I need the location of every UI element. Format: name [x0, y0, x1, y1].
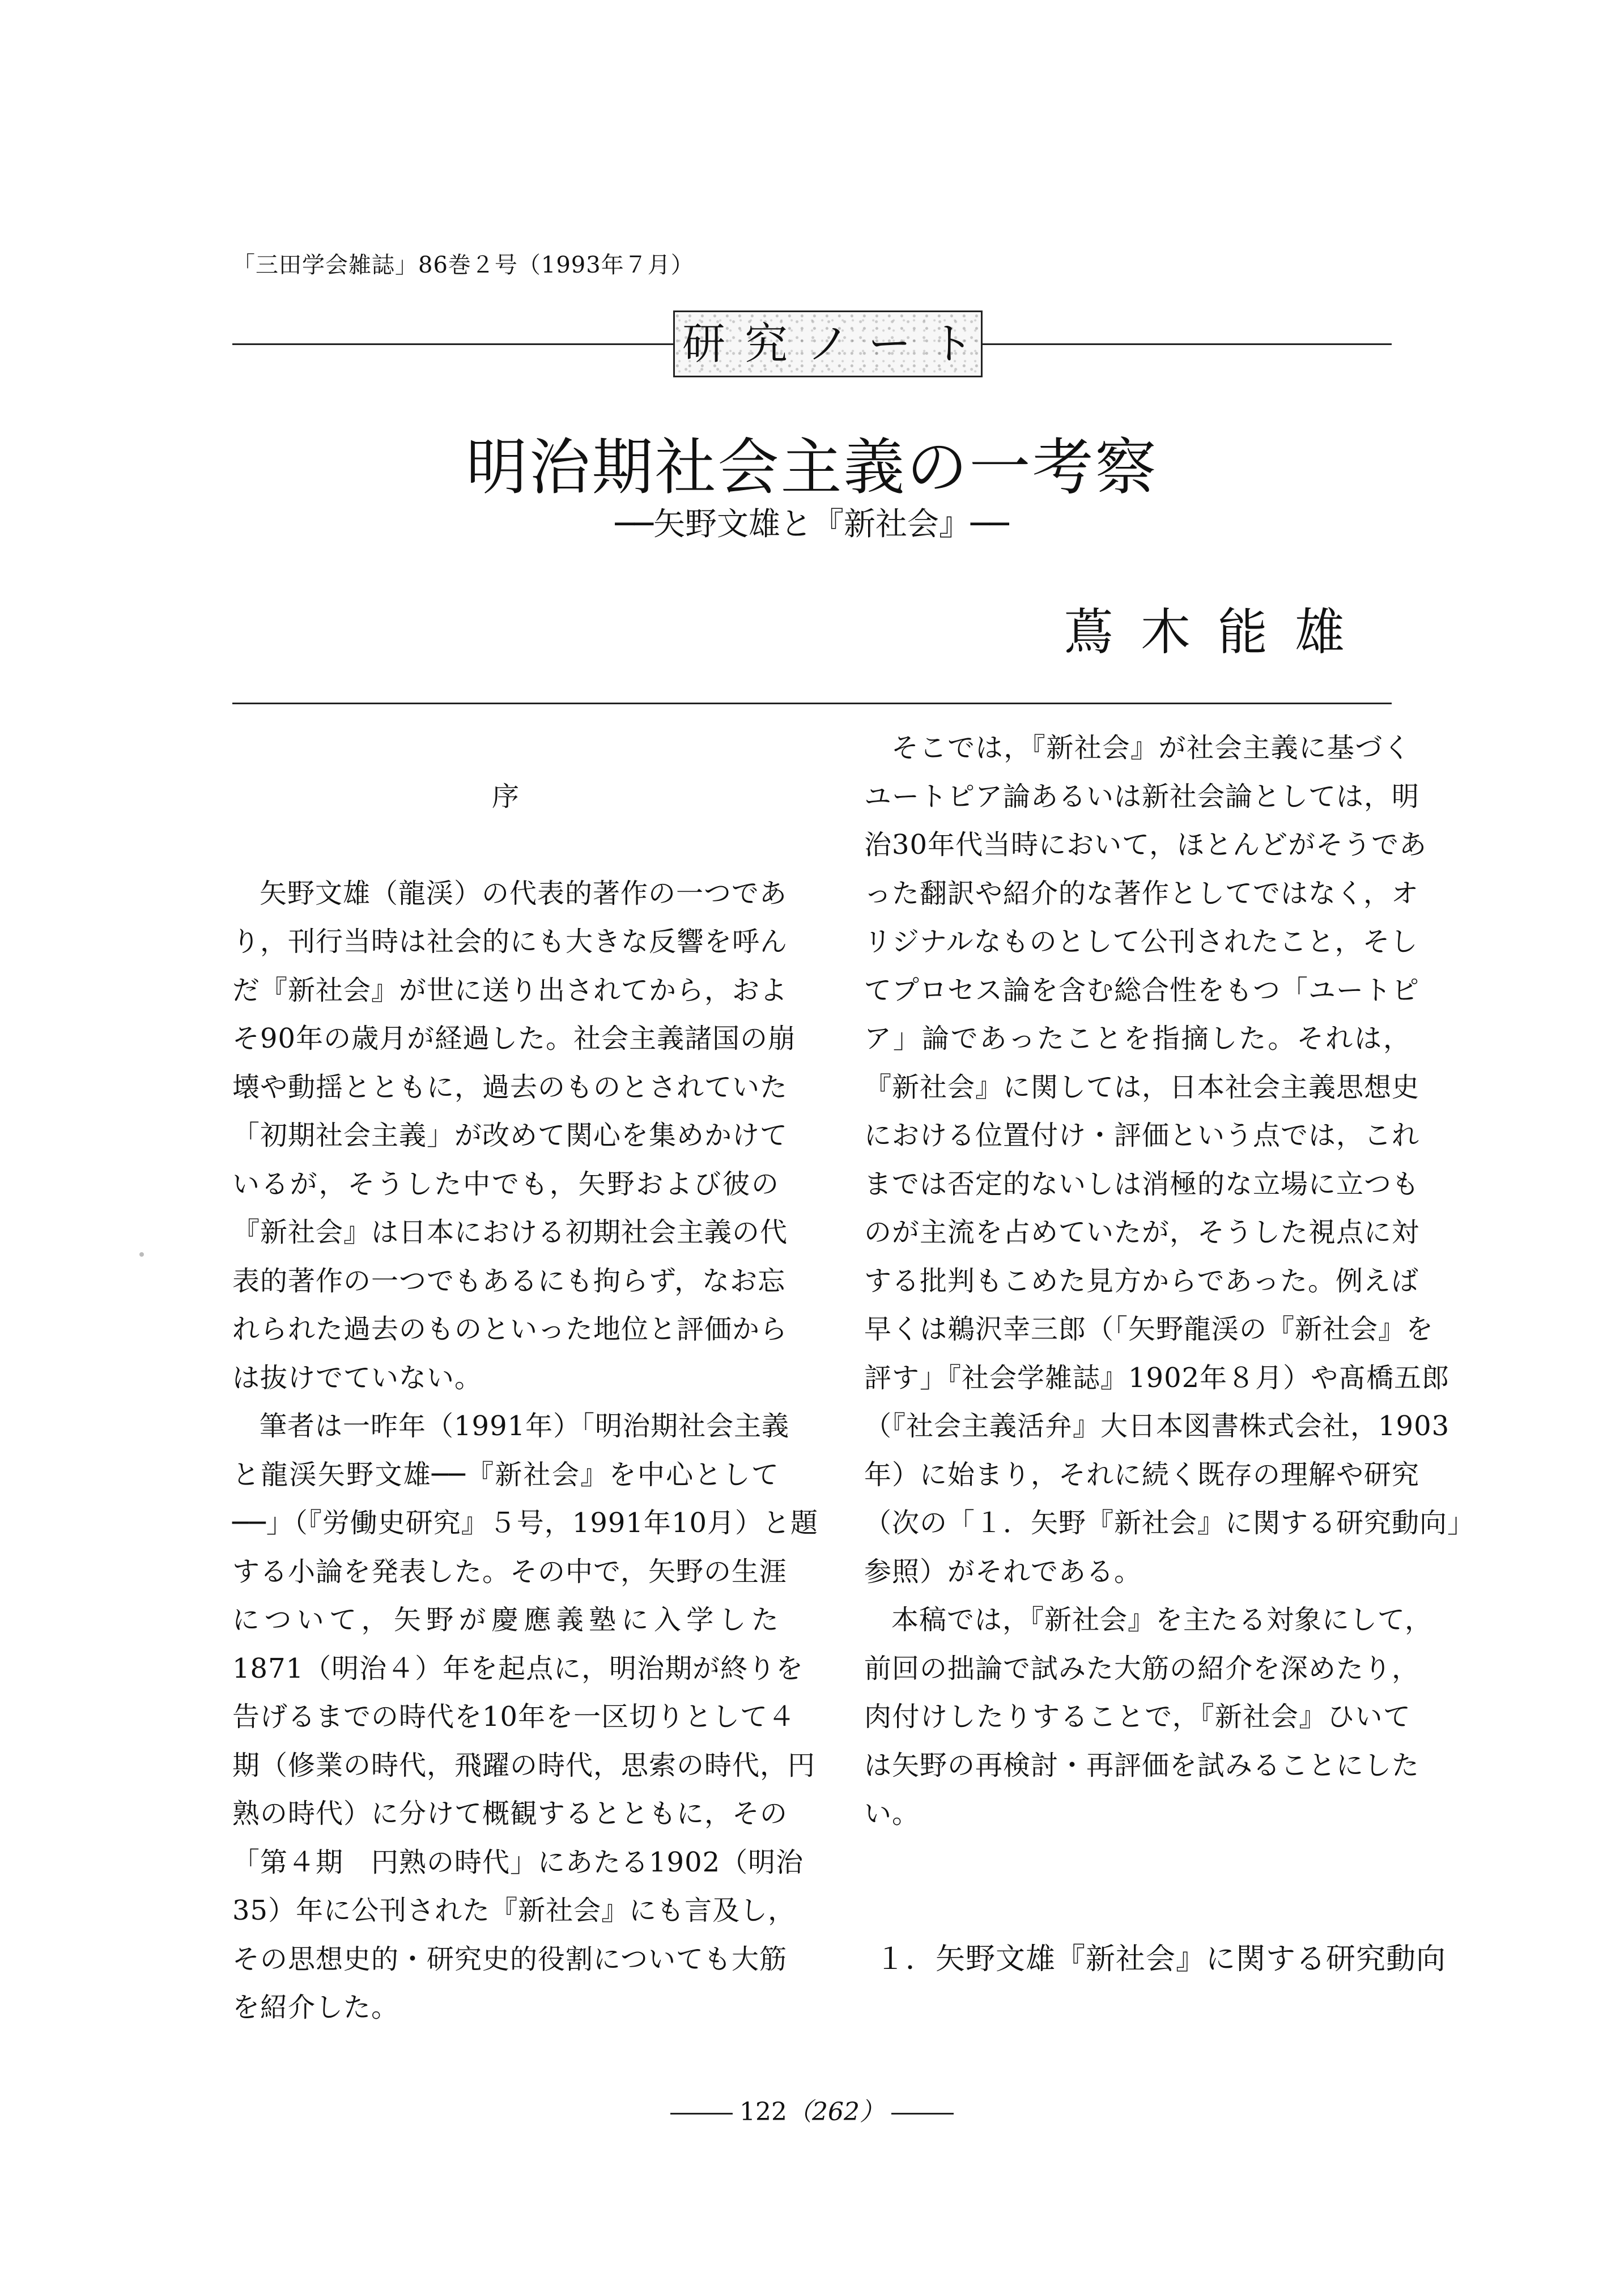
text-line: 評す」『社会学雑誌』1902年８月）や髙橋五郎 [864, 1362, 1450, 1394]
text-line: 「初期社会主義」が改めて関心を集めかけて [232, 1120, 788, 1151]
right-column [864, 724, 1476, 1984]
text-line: 壊や動揺とともに，過去のものとされていた [232, 1071, 788, 1103]
section-label-banner [673, 310, 993, 377]
header-separator [232, 703, 1392, 704]
journal-header: 「三田学会雑誌」86巻２号（1993年７月） [232, 252, 694, 278]
text-line: 筆者は一昨年（1991年）「明治期社会主義 [260, 1410, 790, 1442]
article-subtitle: ──矢野文雄と『新社会』── [615, 506, 1009, 543]
left-column [232, 724, 819, 2032]
text-line: までは否定的ないしは消極的な立場に立つも [864, 1168, 1420, 1200]
text-line: ユートピア論あるいは新社会論としては，明 [864, 780, 1420, 812]
text-line: その思想史的・研究史的役割についても大筋 [232, 1943, 788, 1975]
text-line: 『新社会』に関しては，日本社会主義思想史 [864, 1071, 1420, 1103]
text-line: する批判もこめた見方からであった。例えば [864, 1265, 1419, 1297]
page-number [0, 2100, 1624, 2125]
text-line: （次の「１．矢野『新社会』に関する研究動向」 [864, 1507, 1476, 1539]
author-name: 蔦木能雄 [1063, 603, 1372, 661]
section-1-heading: １．矢野文雄『新社会』に関する研究動向 [875, 1942, 1447, 1976]
page-number-paren: （262） [787, 2098, 885, 2126]
spacer [864, 1887, 1411, 1935]
text-line: 参照）がそれである。 [864, 1555, 1142, 1588]
text-line: だ『新社会』が世に送り出されてから，およ [232, 974, 788, 1006]
spacer [864, 1839, 1411, 1887]
text-line: は抜けでていない。 [232, 1362, 483, 1394]
text-line: てプロセス論を含む総合性をもつ「ユートピ [864, 974, 1420, 1006]
text-line: における位置付け・評価という点では，これ [864, 1120, 1420, 1151]
spacer [232, 724, 779, 773]
text-line: 『新社会』は日本における初期社会主義の代 [232, 1216, 788, 1248]
intro-heading: 序 [491, 780, 520, 812]
text-line: 治30年代当時において，ほとんどがそうであ [864, 829, 1427, 861]
text-line: を紹介した。 [232, 1992, 399, 2023]
text-line: する小論を発表した。その中で，矢野の生涯 [232, 1555, 788, 1588]
text-line: 本稿では，『新社会』を主たる対象にして， [891, 1604, 1433, 1636]
text-line: 前回の拙論で試みた大筋の紹介を深めたり， [864, 1652, 1420, 1684]
text-line: は矢野の再検討・再評価を試みることにした [864, 1749, 1420, 1781]
spacer [232, 821, 779, 870]
text-line: い。 [864, 1798, 920, 1830]
text-line: 1871（明治４）年を起点に，明治期が終りを [232, 1652, 804, 1684]
text-line: そ90年の歳月が経過した。社会主義諸国の崩 [232, 1023, 796, 1054]
text-line: について，矢野が慶應義塾に入学した [232, 1604, 779, 1636]
text-line: のが主流を占めていたが，そうした視点に対 [864, 1216, 1420, 1248]
article-title: 明治期社会主義の一考察 [466, 432, 1158, 503]
text-line: 肉付けしたりすることで，『新社会』ひいて [864, 1701, 1411, 1733]
text-line: 表的著作の一つでもあるにも拘らず，なお忘 [232, 1265, 786, 1297]
page-number-value: 122 [739, 2098, 787, 2126]
text-line: と龍渓矢野文雄──『新社会』を中心として [232, 1458, 779, 1491]
text-line: り，刊行当時は社会的にも大きな反響を呼ん [232, 926, 788, 958]
banner-rule-right [983, 343, 1392, 345]
text-line: 「第４期 円熟の時代」にあたる1902（明治 [232, 1846, 804, 1878]
text-line: ア」論であったことを指摘した。それは， [864, 1023, 1411, 1054]
text-line: 告げるまでの時代を10年を一区切りとして４ [232, 1701, 796, 1733]
section-label: 研究ノート [682, 318, 993, 369]
page-number-dash-left [670, 2113, 733, 2115]
text-line: 35）年に公刊された『新社会』にも言及し， [232, 1895, 796, 1926]
text-line: 熟の時代）に分けて概観するとともに，その [232, 1798, 788, 1830]
text-line: 期（修業の時代，飛躍の時代，思索の時代，円 [232, 1749, 816, 1781]
page-number-dash-right [891, 2113, 954, 2115]
text-line: （『社会主義活弁』大日本図書株式会社，1903 [864, 1410, 1450, 1442]
text-line: 年）に始まり，それに続く既存の理解や研究 [864, 1458, 1420, 1491]
text-line: いるが，そうした中でも，矢野および彼の [232, 1168, 779, 1200]
text-line: 早くは鵜沢幸三郎（「矢野龍渓の『新社会』を [864, 1313, 1434, 1345]
text-line: 矢野文雄（龍渓）の代表的著作の一つであ [260, 877, 788, 909]
text-line: そこでは，『新社会』が社会主義に基づく [891, 732, 1411, 764]
text-line: ──」（『労働史研究』５号，1991年10月）と題 [232, 1507, 819, 1539]
text-line: った翻訳や紹介的な著作としてではなく，オ [864, 877, 1419, 909]
scan-speck [139, 1252, 144, 1257]
banner-rule-left [232, 343, 673, 345]
text-line: リジナルなものとして公刊されたこと，そし [864, 926, 1418, 958]
text-line: れられた過去のものといった地位と評価から [232, 1313, 788, 1345]
